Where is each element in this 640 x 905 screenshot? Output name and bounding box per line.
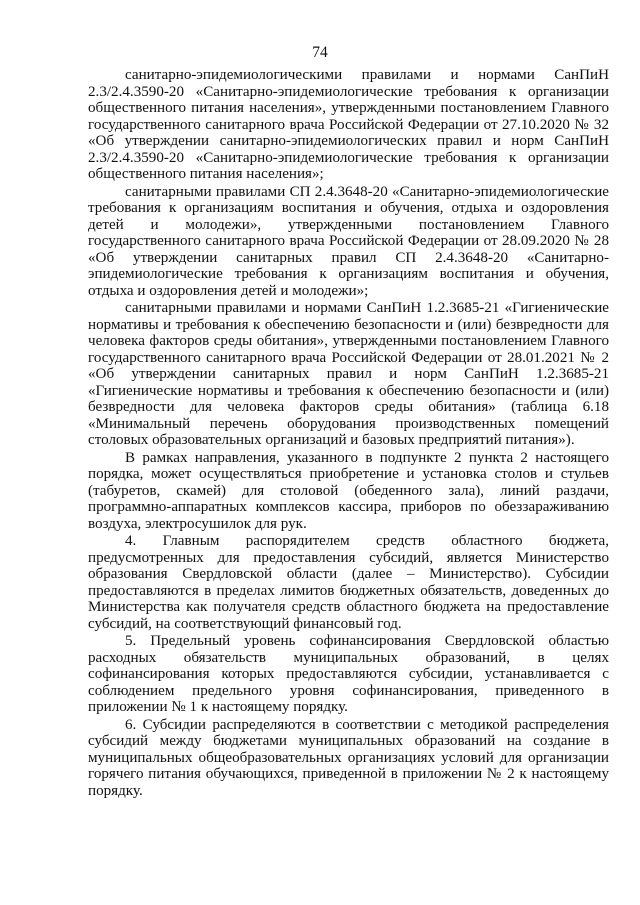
page-number: 74 — [312, 44, 328, 61]
paragraph-sanpin-2-3-2-4-3590-20: санитарно-эпидемиологическими правилами и нормами СанПиН 2.3/2.4.3590-20 «Санитарно-эпидемиологические требования к организации общественного питания населения», утвержденными постановлением Главного государственного санитарного врача Российской Федерации от 27.10.2020 № 32 «Об утверждении санитарно-эпидемиологических правил и норм СанПиН 2.3/2.4.3590-20 «Санитарно-эпидемиологические требования к организации общественного питания населения»; — [88, 67, 609, 182]
paragraph-sanpin-1-2-3685-21: санитарными правилами и нормами СанПиН 1.2.3685-21 «Гигиенические нормативы и требования к обеспечению безопасности и (или) безвредности для человека факторов среды обитания», утвержденными постановлением Главного государственного санитарного врача Российской Федерации от 28.01.2021 № 2 «Об утверждении санитарных правил и норм СанПиН 1.2.3685-21 «Гигиенические нормативы и требования к обеспечению безопасности и (или) безвредности для человека факторов среды обитания» (таблица 6.18 «Минимальный перечень оборудования производственных помещений столовых образовательных организаций и базовых предприятий питания»). — [88, 300, 609, 448]
paragraph-sp-2-4-3648-20: санитарными правилами СП 2.4.3648-20 «Санитарно-эпидемиологические требования к организациям воспитания и обучения, отдыха и оздоровления детей и молодежи», утвержденными постановлением Главного государственного санитарного врача Российской Федерации от 28.09.2020 № 28 «Об утверждении санитарных правил СП 2.4.3648-20 «Санитарно-эпидемиологические требования к организациям воспитания и обучения, отдыха и оздоровления детей и молодежи»; — [88, 183, 609, 299]
paragraph-equipment-purchase: В рамках направления, указанного в подпункте 2 пункта 2 настоящего порядка, может осуществляться приобретение и установка столов и стульев (табуретов, скамей) для столовой (обеденного зала), линий раздачи, программно-аппаратных комплексов кассира, приборов по обеззараживанию воздуха, электросушилок для рук. — [88, 449, 609, 532]
paragraph-item-6: 6. Субсидии распределяются в соответствии с методикой распределения субсидий между бюджетами муниципальных образований на создание в муниципальных общеобразовательных организациях условий для организации горячего питания обучающихся, приведенной в приложении № 2 к настоящему порядку. — [88, 716, 609, 799]
paragraph-item-4: 4. Главным распорядителем средств областного бюджета, предусмотренных для предоставления субсидий, является Министерство образования Свердловской области (далее – Министерство). Субсидии предоставляются в пределах лимитов бюджетных обязательств, доведенных до Министерства как получателя средств областного бюджета на предоставление субсидий, на соответствующий финансовый год. — [88, 533, 609, 632]
paragraph-item-5: 5. Предельный уровень софинансирования Свердловской областью расходных обязательств муниципальных образований, в целях софинансирования которых предоставляются субсидии, устанавливается с соблюдением предельного уровня софинансирования, приведенного в приложении № 1 к настоящему порядку. — [88, 633, 609, 715]
document-body — [88, 67, 609, 799]
